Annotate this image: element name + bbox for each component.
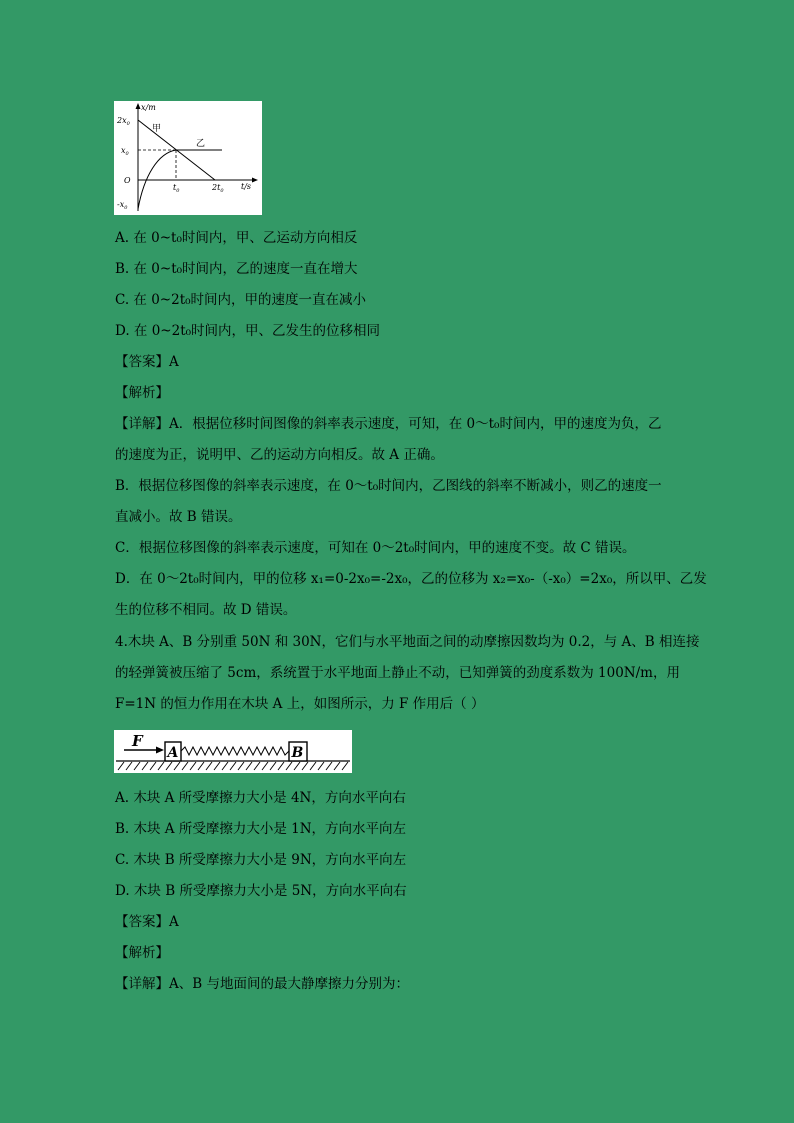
force-label: F [132, 732, 143, 750]
q4-option-d: D. 木块 B 所受摩擦力大小是 5N，方向水平向右 [115, 883, 407, 899]
q4-stem-line: F=1N 的恒力作用在木块 A 上，如图所示，力 F 作用后（ ） [115, 696, 485, 712]
q4-analysis-heading: 【解析】 [115, 945, 169, 961]
xt-graph-svg [114, 101, 262, 215]
x-axis-label: t/s [241, 182, 252, 191]
q4-stem-line: 4.木块 A、B 分别重 50N 和 30N，它们与水平地面之间的动摩擦因数均为 0.2，与 A、B 相连接 [115, 634, 700, 650]
block-b-label: B [291, 745, 304, 761]
q4-option-c: C. 木块 B 所受摩擦力大小是 9N，方向水平向左 [115, 852, 407, 868]
spring-blocks-figure [114, 730, 352, 773]
q3-option-b: B. 在 0~t₀时间内，乙的速度一直在增大 [115, 261, 358, 277]
q3-analysis-heading: 【解析】 [115, 385, 169, 401]
y-axis-label: x/m [141, 103, 156, 112]
spring-blocks-svg [114, 730, 352, 773]
spring-coil [181, 747, 289, 755]
ground-hatching [118, 762, 348, 770]
q4-answer: 【答案】A [115, 914, 179, 930]
q3-option-c: C. 在 0~2t₀时间内，甲的速度一直在减小 [115, 292, 367, 308]
q3-explain-line: B．根据位移图像的斜率表示速度，在 0～t₀时间内，乙图线的斜率不断减小，则乙的速度一 [115, 478, 662, 494]
curve-jia-label: 甲 [152, 124, 162, 134]
force-arrowhead [156, 747, 164, 754]
y-axis-arrow [136, 103, 141, 109]
q3-option-a: A. 在 0~t₀时间内，甲、乙运动方向相反 [115, 230, 358, 246]
tick-2t0: $2t_0$ [212, 183, 224, 194]
q3-explain-line: C．根据位移图像的斜率表示速度，可知在 0～2t₀时间内，甲的速度不变。故 C 错误。 [115, 540, 636, 556]
q3-explain-line: 生的位移不相同。故 D 错误。 [115, 602, 297, 618]
q3-explain-line: D．在 0～2t₀时间内，甲的位移 x₁=0-2x₀=-2x₀，乙的位移为 x₂=x₀-（-x₀）=2x₀，所以甲、乙发 [115, 571, 707, 587]
q4-stem-line: 的轻弹簧被压缩了 5cm，系统置于水平地面上静止不动，已知弹簧的劲度系数为 100N/m，用 [115, 665, 680, 681]
q3-explain-line: 的速度为正，说明甲、乙的运动方向相反。故 A 正确。 [115, 447, 444, 463]
tick-t0: $t_0$ [173, 183, 180, 194]
q4-option-a: A. 木块 A 所受摩擦力大小是 4N，方向水平向右 [115, 790, 406, 806]
tick-neg-x0: $-x_0$ [117, 200, 128, 211]
tick-2x0: $2x_0$ [117, 116, 130, 127]
q3-answer: 【答案】A [115, 354, 179, 370]
tick-x0: $x_0$ [121, 146, 129, 157]
q3-explain-line: 直减小。故 B 错误。 [115, 509, 242, 525]
q4-explain-line: 【详解】A、B 与地面间的最大静摩擦力分别为： [115, 976, 409, 992]
tick-origin: O [124, 176, 131, 185]
q4-option-b: B. 木块 A 所受摩擦力大小是 1N，方向水平向左 [115, 821, 407, 837]
q3-option-d: D. 在 0~2t₀时间内，甲、乙发生的位移相同 [115, 323, 381, 339]
x-axis-arrow [252, 178, 258, 183]
q3-explain-line: 【详解】A．根据位移时间图像的斜率表示速度，可知，在 0～t₀时间内，甲的速度为负，乙 [115, 416, 662, 432]
curve-yi-label: 乙 [196, 139, 206, 149]
xt-graph-figure [114, 101, 262, 215]
block-a-label: A [167, 745, 179, 761]
